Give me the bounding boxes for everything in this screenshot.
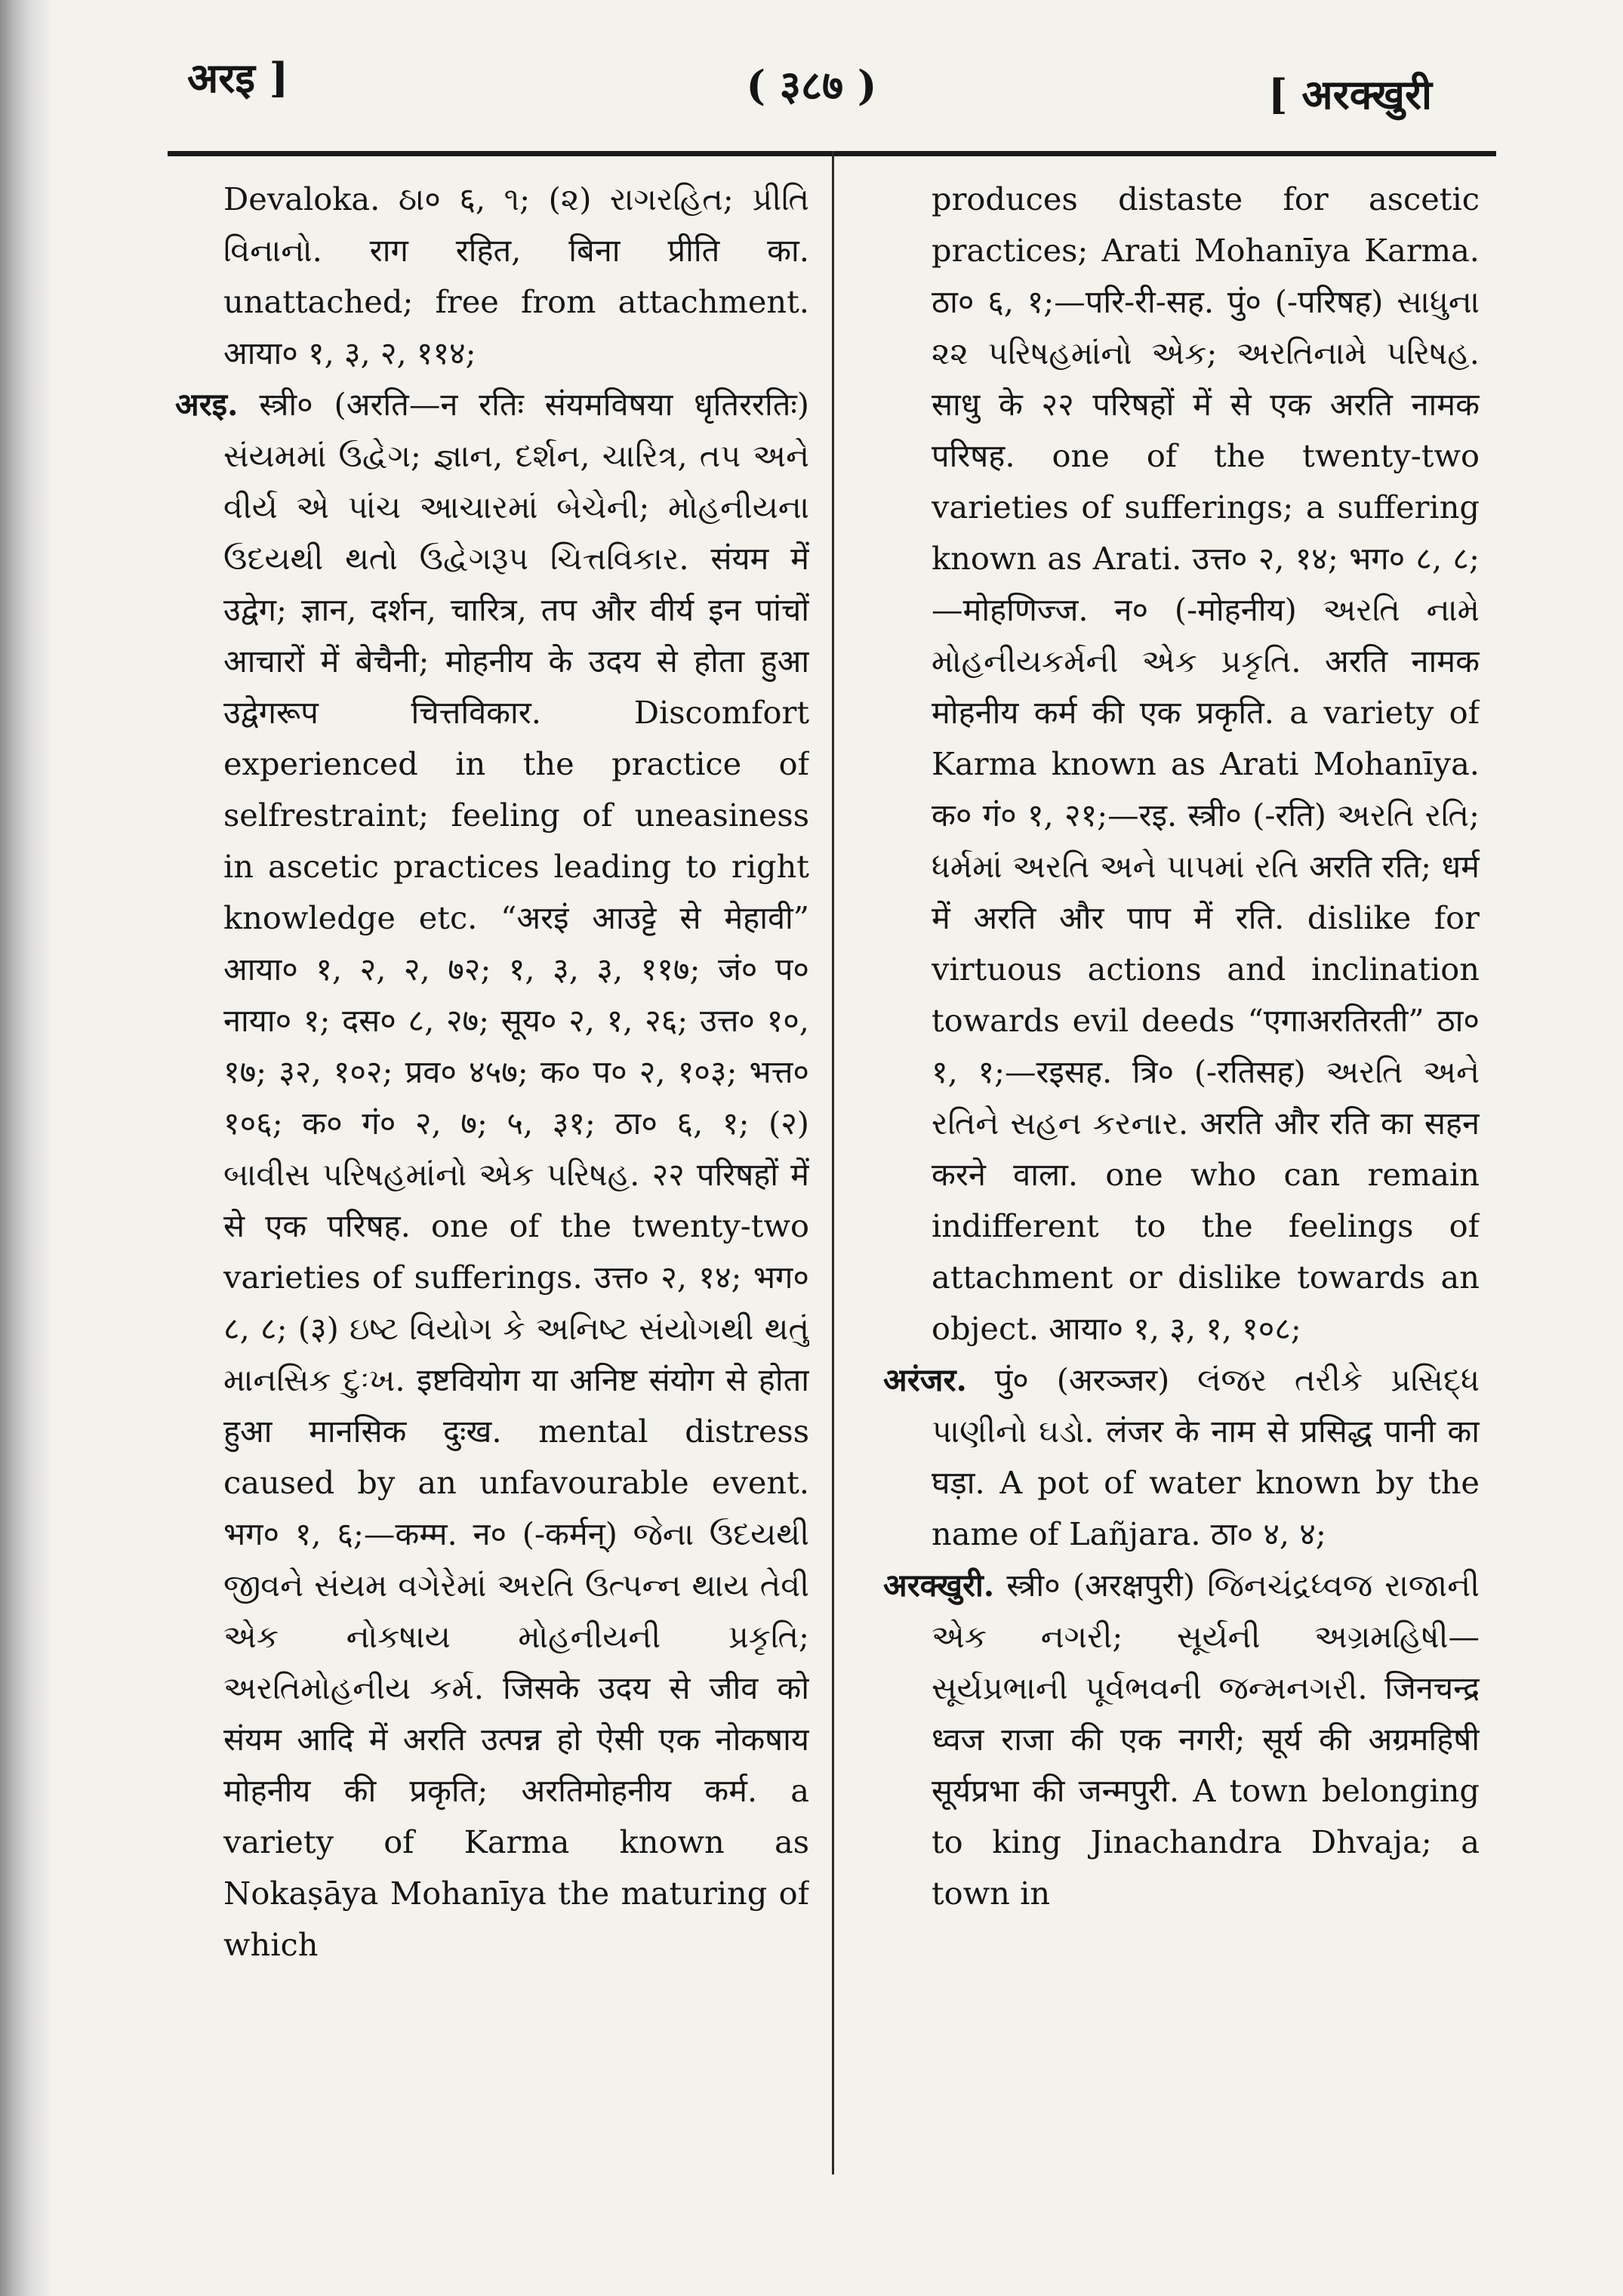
entry-text: produces distaste for ascetic practices; Arati Mohanīya Karma. ठा० ६, १;—परि-री-सह. पुं० (-परिषह) સાધુના ૨૨ પરિષહમાંનો એક; અરતિનામે પરિષહ. साधु के २२ परिषहों में से एक अरति नामक परिषह. one of the twenty-two varieties of sufferings; a suffering known as Arati. उत्त० २, १४; भग० ८, ८;—मोहणिज्ज. न० (-मोहनीय) અરતિ નામે મોહનીયકર્મની એક પ્રકૃતિ. अरति नामक मोहनीय कर्म की एक प्रकृति. a variety of Karma known as Arati Mohanīya. क० गं० १, २१;—रइ. स्त्री० (-रति) અરતિ રતિ; ધર્મમાં અરતિ અને પાપમાં રતિ अरति रति; धर्म में अरति और पाप में रति. dislike for virtuous actions and inclination towards evil deeds “एगाअरतिरती” ठा० १, १;—रइसह. त्रि० (-रतिसह) અરતિ અને રતિને સહન કરનાર. अरति और रति का सहन करने वाला. one who can remain indifferent to the feelings of attachment or dislike towards an object. आया० १, ३, १, १०८; (932, 180, 1480, 1347)
left-guide-word: अरइ ] (187, 54, 289, 102)
entry-headword: अरइ. (175, 386, 239, 423)
dictionary-entry (883, 1560, 1480, 1919)
entry-text: स्त्री० (अरक्षपुरी) જિનચંદ્રધ્વજ રાજાની એક નગરી; સૂર્યની અગ્રમહિષી—સૂર્યપ્રભાની પૂર્વભવની જન્મનગરી. जिनचन्द्र ध्वज राजा की एक नगरी; सूर्य की अग्रमहिषी सूर्यप्रभा की जन्मपुरी. A town belonging to king Jinachandra Dhvaja; a town in (932, 1567, 1480, 1912)
entry-headword: अरक्खुरी. (883, 1567, 995, 1604)
entry-text: Devaloka. ઠા० ६, ૧; (૨) રાગરહિત; પ્રીતિ વિનાનો. राग रहित, बिना प्रीति का. unattached; free from attachment. आया० १, ३, २, ११४; (223, 180, 809, 371)
left-column (175, 174, 809, 2167)
dictionary-entry (175, 379, 809, 1971)
right-guide-word: [ अरक्खुरी (1268, 70, 1433, 119)
entry-text: स्त्री० (अरति—न रतिः संयमविषया धृतिररतिः) સંયમમાં ઉદ્વેગ; જ્ઞાન, દર્શન, ચારિત્ર, તપ અને વીર્ય એ પાંચ આચારમાં બેચેની; મોહનીયના ઉદયથી થતો ઉદ્વેગરૂપ ચિત્તવિકાર. संयम में उद्वेग; ज्ञान, दर्शन, चारित्र, तप और वीर्य इन पांचों आचारों में बेचैनी; मोहनीय के उदय से होता हुआ उद्वेगरूप चित्तविकार. Discomfort experienced in the practice of selfrestraint; feeling of uneasiness in ascetic practices leading to right knowledge etc. “अरइं आउट्टे से मेहावी” आया० १, २, २, ७२; १, ३, ३, ११७; जं० प० नाया० १; दस० ८, २७; सूय० २, १, २६; उत्त० १०, १७; ३२, १०२; प्रव० ४५७; क० प० २, १०३; भत्त० १०६; क० गं० २, ७; ५, ३१; ठा० ६, १; (२) બાવીસ પરિષહમાંનો એક પરિષહ. २२ परिषहों में से एक परिषह. one of the twenty-two varieties of sufferings. उत्त० २, १४; भग० ८, ८; (३) ઇષ્ટ વિયોગ કે અનિષ્ટ સંયોગથી થતું માનસિક દુઃખ. इष्टवियोग या अनिष्ट संयोग से होता हुआ मानसिक दुःख. mental distress caused by an unfavourable event. भग० १, ६;—कम्म. न० (-कर्मन्) જેના ઉદયથી જીવને સંયમ વગેરેમાં અરતિ ઉત્પન્ન થાય તેવી એક નોકષાય મોહનીયની પ્રકૃતિ; અરતિમોહનીય કર્મ. जिसके उदय से जीव को संयम आदि में अरति उत्पन्न हो ऐसी एक नोकषाय मोहनीय की प्रकृति; अरतिमोहनीय कर्म. a variety of Karma known as Nokaṣāya Mohanīya the maturing of which (223, 386, 809, 1963)
dictionary-entry (883, 174, 1480, 1354)
dictionary-entry (175, 174, 809, 379)
entry-text: पुं० (अरञ्जर) લંજર તરીકે પ્રસિદ્ધ પાણીનો ઘડો. लंजर के नाम से प्रसिद्ध पानी का घड़ा. A pot of water known by the name of Lañjara. ठा० ४, ४; (932, 1361, 1480, 1552)
dictionary-entry (883, 1354, 1480, 1560)
page-number: ( ३८७ ) (746, 61, 877, 109)
page-binding-edge (0, 0, 53, 2296)
right-column (883, 174, 1480, 2167)
column-divider (832, 151, 834, 2174)
entry-headword: अरंजर. (883, 1361, 967, 1398)
